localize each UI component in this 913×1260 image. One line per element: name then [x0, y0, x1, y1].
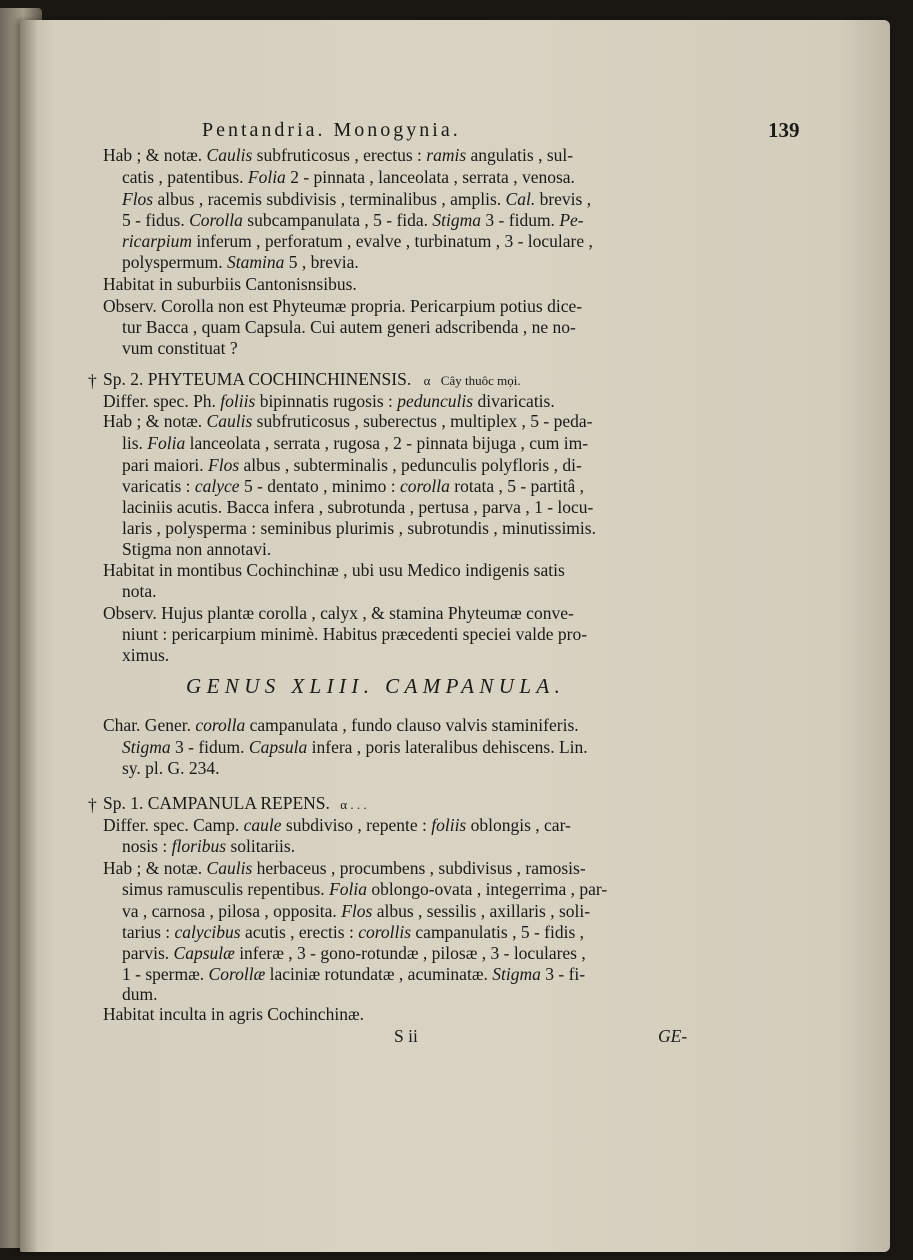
- text-line: simus ramusculis repentibus. Folia oblongo-ovata , integerrima , par-: [122, 879, 608, 899]
- dagger-mark: †: [88, 795, 97, 815]
- dagger-mark: †: [88, 371, 97, 391]
- species-heading: Sp. 1. CAMPANULA REPENS. α . . .: [103, 793, 367, 813]
- text-line: Stigma 3 - fidum. Capsula infera , poris lateralibus dehiscens. Lin.: [122, 737, 588, 757]
- text-line: laris , polysperma : seminibus plurimis , subrotundis , minutissimis.: [122, 518, 596, 538]
- text-line: tarius : calycibus acutis , erectis : corollis campanulatis , 5 - fidis ,: [122, 922, 585, 942]
- running-title: Pentandria. Monogynia.: [202, 119, 461, 141]
- observ-line: niunt : pericarpium minimè. Habitus præcedenti speciei valde pro-: [122, 624, 588, 644]
- habitat-line: Habitat in montibus Cochinchinæ , ubi usu Medico indigenis satis: [103, 560, 565, 580]
- text-line: Flos albus , racemis subdivisis , terminalibus , amplis. Cal. brevis ,: [122, 189, 592, 209]
- observ-line: ximus.: [122, 645, 170, 665]
- differ-line: nosis : floribus solitariis.: [122, 836, 296, 856]
- catchword: GE-: [658, 1026, 688, 1046]
- text-line: 5 - fidus. Corolla subcampanulata , 5 - fida. Stigma 3 - fidum. Pe-: [122, 210, 584, 230]
- text-line: Hab ; & notæ. Caulis herbaceus , procumbens , subdivisus , ramosis-: [103, 858, 586, 878]
- text-line: Hab ; & notæ. Caulis subfruticosus , suberectus , multiplex , 5 - peda-: [103, 411, 593, 431]
- text-line: lis. Folia lanceolata , serrata , rugosa , 2 - pinnata bijuga , cum im-: [122, 433, 589, 453]
- habitat-line: Habitat in suburbiis Cantonisnsibus.: [103, 274, 357, 294]
- signature-mark: S ii: [394, 1026, 418, 1046]
- observ-line: Observ. Hujus plantæ corolla , calyx , & stamina Phyteumæ conve-: [103, 603, 574, 623]
- text-line: catis , patentibus. Folia 2 - pinnata , lanceolata , serrata , venosa.: [122, 167, 575, 187]
- habitat-line: Habitat inculta in agris Cochinchinæ.: [103, 1004, 364, 1024]
- text-line: pari maiori. Flos albus , subterminalis , pedunculis polyfloris , di-: [122, 455, 582, 475]
- text-line: Stigma non annotavi.: [122, 539, 272, 559]
- habitat-line: nota.: [122, 581, 157, 601]
- text-line: varicatis : calyce 5 - dentato , minimo : corolla rotata , 5 - partitâ ,: [122, 476, 585, 496]
- text-line: va , carnosa , pilosa , opposita. Flos albus , sessilis , axillaris , soli-: [122, 901, 591, 921]
- text-line: parvis. Capsulæ inferæ , 3 - gono-rotundæ , pilosæ , 3 - loculares ,: [122, 943, 586, 963]
- page-number: 139: [768, 118, 800, 142]
- text-line: dum.: [122, 984, 158, 1004]
- text-line: sy. pl. G. 234.: [122, 758, 220, 778]
- text-line: Hab ; & notæ. Caulis subfruticosus , erectus : ramis angulatis , sul-: [103, 145, 574, 165]
- observ-line: Observ. Corolla non est Phyteumæ propria. Pericarpium potius dice-: [103, 296, 583, 316]
- species-heading: Sp. 2. PHYTEUMA COCHINCHINENSIS. α Cây thuôc mọi.: [103, 369, 521, 389]
- differ-line: Differ. spec. Ph. foliis bipinnatis rugosis : pedunculis divaricatis.: [103, 391, 555, 411]
- text-line: polyspermum. Stamina 5 , brevia.: [122, 252, 359, 272]
- text-line: 1 - spermæ. Corollæ laciniæ rotundatæ , acuminatæ. Stigma 3 - fi-: [122, 964, 586, 984]
- genus-heading: GENUS XLIII. CAMPANULA.: [186, 674, 566, 698]
- observ-line: tur Bacca , quam Capsula. Cui autem generi adscribenda , ne no-: [122, 317, 576, 337]
- differ-line: Differ. spec. Camp. caule subdiviso , repente : foliis oblongis , car-: [103, 815, 571, 835]
- text-line: ricarpium inferum , perforatum , evalve , turbinatum , 3 - loculare ,: [122, 231, 593, 251]
- observ-line: vum constituat ?: [122, 338, 238, 358]
- text-line: laciniis acutis. Bacca infera , subrotunda , pertusa , parva , 1 - locu-: [122, 497, 594, 517]
- text-line: Char. Gener. corolla campanulata , fundo clauso valvis staminiferis.: [103, 715, 579, 735]
